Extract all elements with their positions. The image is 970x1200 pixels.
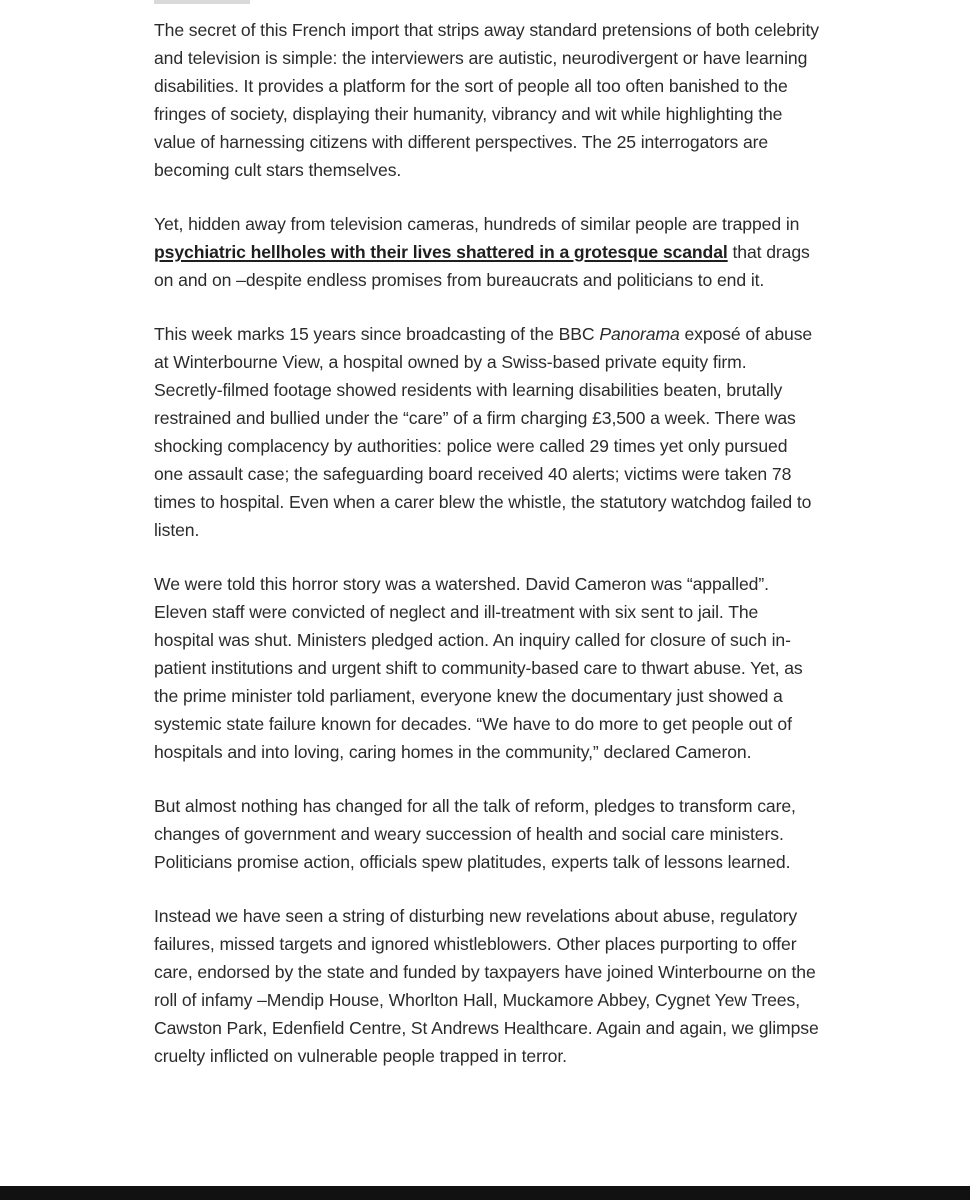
article-body (154, 16, 819, 1096)
panorama-title: Panorama (599, 324, 680, 344)
paragraph-3-text-after-em: exposé of abuse at Winterbourne View, a hospital owned by a Swiss-based private equity firm. Secretly-filmed footage showed residents with learning disabilities beaten, brutally restrained and bullied under the “care” of a firm charging £3,500 a week. There was shocking complacency by authorities: police were called 29 times yet only pursued one assault case; the safeguarding board received 40 alerts; victims were taken 78 times to hospital. Even when a carer blew the whistle, the statutory watchdog failed to listen. (154, 324, 813, 540)
paragraph-2-text-after-link: that drags on and on –despite endless promises from bureaucrats and politicians to end it. (154, 242, 810, 290)
paragraph-2-text-before-link: Yet, hidden away from television cameras, hundreds of similar people are trapped in (154, 214, 800, 234)
paragraph-1: The secret of this French import that strips away standard pretensions of both celebrity and television is simple: the interviewers are autistic, neurodivergent or have learning disabilities. It provides a platform for the sort of people all too often banished to the fringes of society, displaying their humanity, vibrancy and wit while highlighting the value of harnessing citizens with different perspectives. The 25 interrogators are becoming cult stars themselves. (154, 20, 819, 180)
paragraph-6: Instead we have seen a string of disturbing new revelations about abuse, regulatory failures, missed targets and ignored whistleblowers. Other places purporting to offer care, endorsed by the state and funded by taxpayers have joined Winterbourne on the roll of infamy –Mendip House, Whorlton Hall, Muckamore Abbey, Cygnet Yew Trees, Cawston Park, Edenfield Centre, St Andrews Healthcare. Again and again, we glimpse cruelty inflicted on vulnerable people trapped in terror. (154, 906, 819, 1066)
bottom-bar (0, 1186, 970, 1200)
top-image-edge (154, 0, 250, 4)
paragraph-5: But almost nothing has changed for all the talk of reform, pledges to transform care, changes of government and weary succession of health and social care ministers. Politicians promise action, officials spew platitudes, experts talk of lessons learned. (154, 796, 796, 872)
paragraph-4: We were told this horror story was a watershed. David Cameron was “appalled”. Eleven staff were convicted of neglect and ill-treatment with six sent to jail. The hospital was shut. Ministers pledged action. An inquiry called for closure of such in-patient institutions and urgent shift to community-based care to thwart abuse. Yet, as the prime minister told parliament, everyone knew the documentary just showed a systemic state failure known for decades. “We have to do more to get people out of hospitals and into loving, caring homes in the community,” declared Cameron. (154, 574, 803, 762)
paragraph-3-text-before-em: This week marks 15 years since broadcasting of the BBC (154, 324, 600, 344)
paragraph-2 (154, 210, 819, 294)
hellholes-article-link[interactable]: psychiatric hellholes with their lives shattered in a grotesque scandal (154, 242, 728, 262)
paragraph-3 (154, 320, 819, 544)
